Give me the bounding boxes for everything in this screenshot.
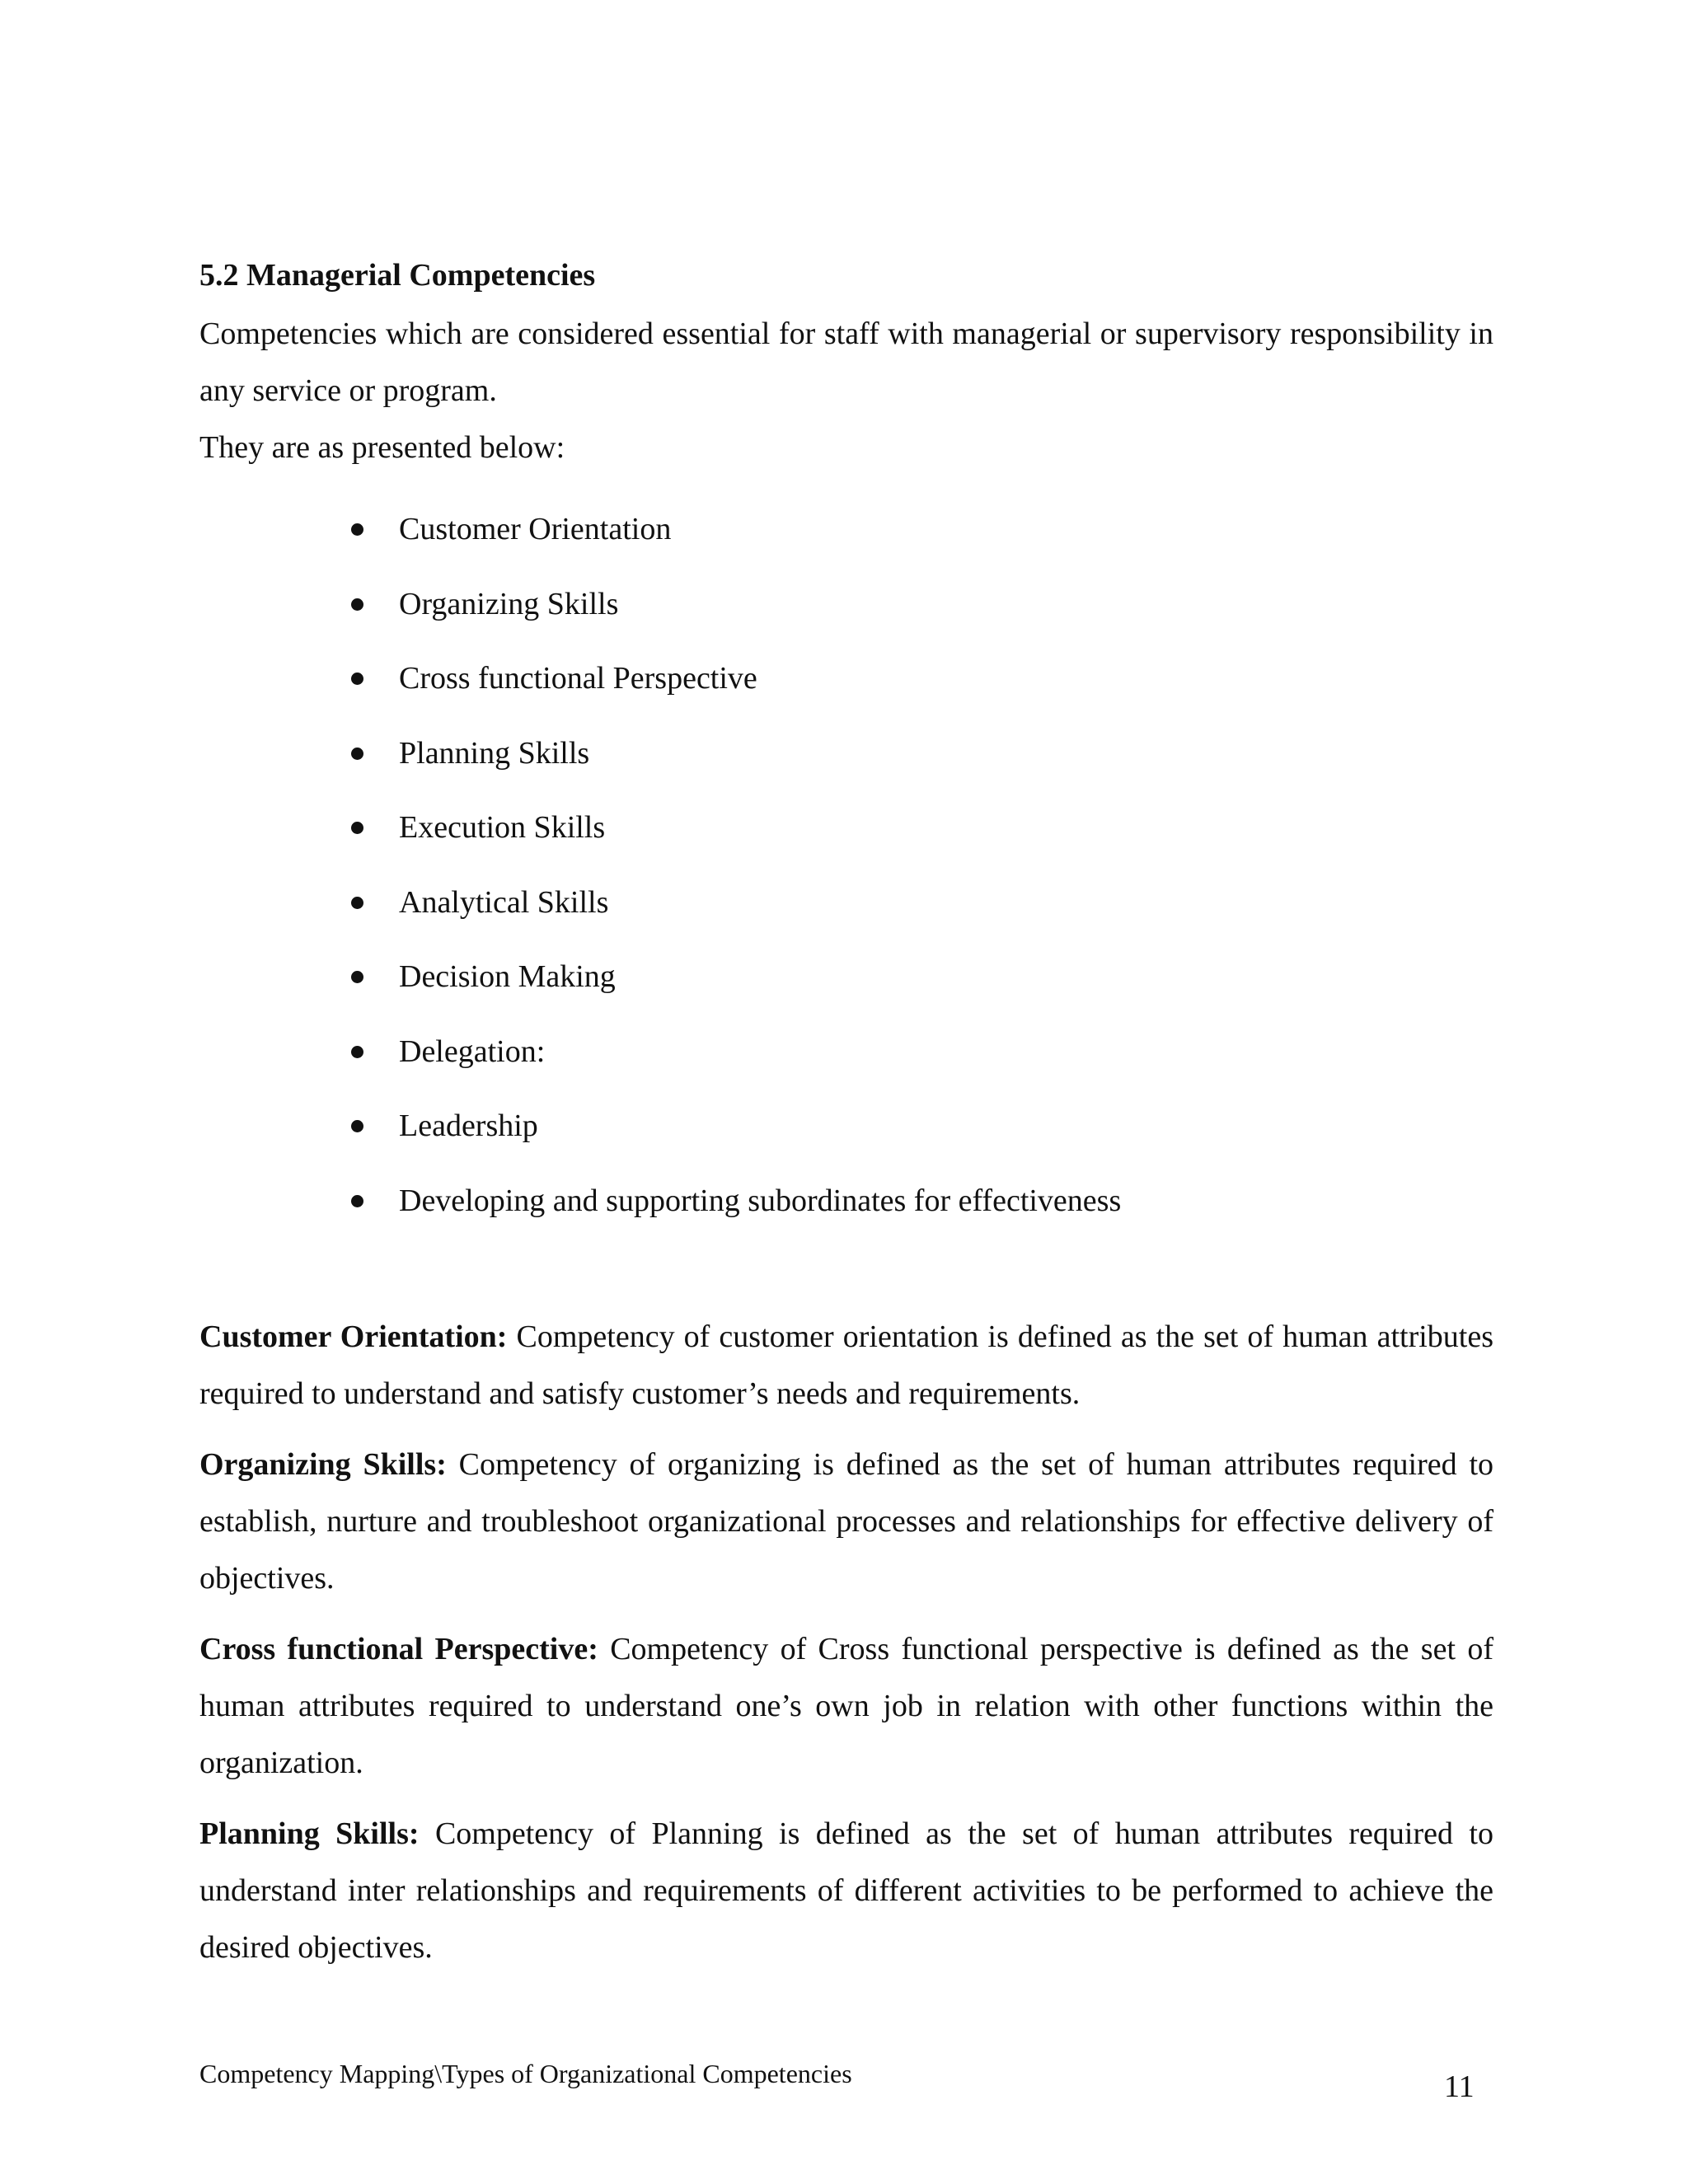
bullet-icon [351,673,363,685]
list-item-label: Delegation: [399,1033,546,1069]
definition-text: Competency of customer orientation is defined as the set of human attributes required to understand and satisfy customer’s needs and requirements. [199,1319,1494,1411]
definition-term: Cross functional Perspective: [199,1632,598,1666]
bullet-icon [351,523,363,536]
page-content [199,251,1493,1990]
list-item [348,492,1493,567]
list-item-label: Analytical Skills [399,884,609,920]
list-lead-text: They are as presented below: [199,430,565,465]
list-item [348,865,1493,940]
definition-customer-orientation [199,1309,1493,1422]
list-item [348,1164,1493,1239]
page-number: 11 [1444,2069,1475,2104]
definition-planning-skills [199,1806,1493,1976]
bullet-icon [351,897,363,909]
bullet-icon [351,748,363,760]
list-item [348,567,1493,642]
definition-term: Customer Orientation: [199,1319,508,1354]
definition-cross-functional-perspective [199,1621,1493,1792]
bullet-icon [351,1046,363,1058]
bullet-icon [351,1195,363,1207]
definition-organizing-skills [199,1436,1493,1607]
definition-text: Competency of Cross functional perspective is defined as the set of human attributes required to understand one’s own job in relation with other functions within the organization. [199,1632,1493,1780]
list-item-label: Planning Skills [399,735,590,771]
definition-text: Competency of Planning is defined as the set of human attributes required to understand inter relationships and requirements of different activities to be performed to achieve the desired objectives. [199,1816,1493,1965]
list-item-label: Developing and supporting subordinates for effectiveness [399,1183,1122,1218]
bullet-icon [351,1120,363,1132]
bullet-icon [351,598,363,611]
list-item-label: Customer Orientation [399,512,672,546]
list-item-label: Leadership [399,1108,538,1143]
definition-text: Competency of organizing is defined as the set of human attributes required to establish, nurture and troubleshoot organizational processes and relationships for effective delivery of objectives. [199,1447,1493,1596]
intro-paragraph: Competencies which are considered essential for staff with managerial or supervisory responsibility in any service or program. [199,316,1493,408]
list-item-label: Execution Skills [399,810,606,845]
list-item [348,716,1493,791]
section-title: 5.2 Managerial Competencies [199,258,596,293]
list-item-label: Decision Making [399,959,616,994]
bullet-icon [351,971,363,983]
list-item-label: Cross functional Perspective [399,661,757,696]
list-item [348,790,1493,865]
competency-list [199,492,1493,1238]
list-item [348,641,1493,716]
definition-term: Planning Skills: [199,1816,420,1851]
page-footer: Competency Mapping\Types of Organizational Competencies [199,2059,852,2088]
bullet-icon [351,822,363,834]
list-item [348,1089,1493,1164]
definitions-section [199,1309,1493,1976]
list-item-label: Organizing Skills [399,586,619,621]
list-item [348,1015,1493,1090]
list-item [348,940,1493,1015]
definition-term: Organizing Skills: [199,1447,447,1482]
